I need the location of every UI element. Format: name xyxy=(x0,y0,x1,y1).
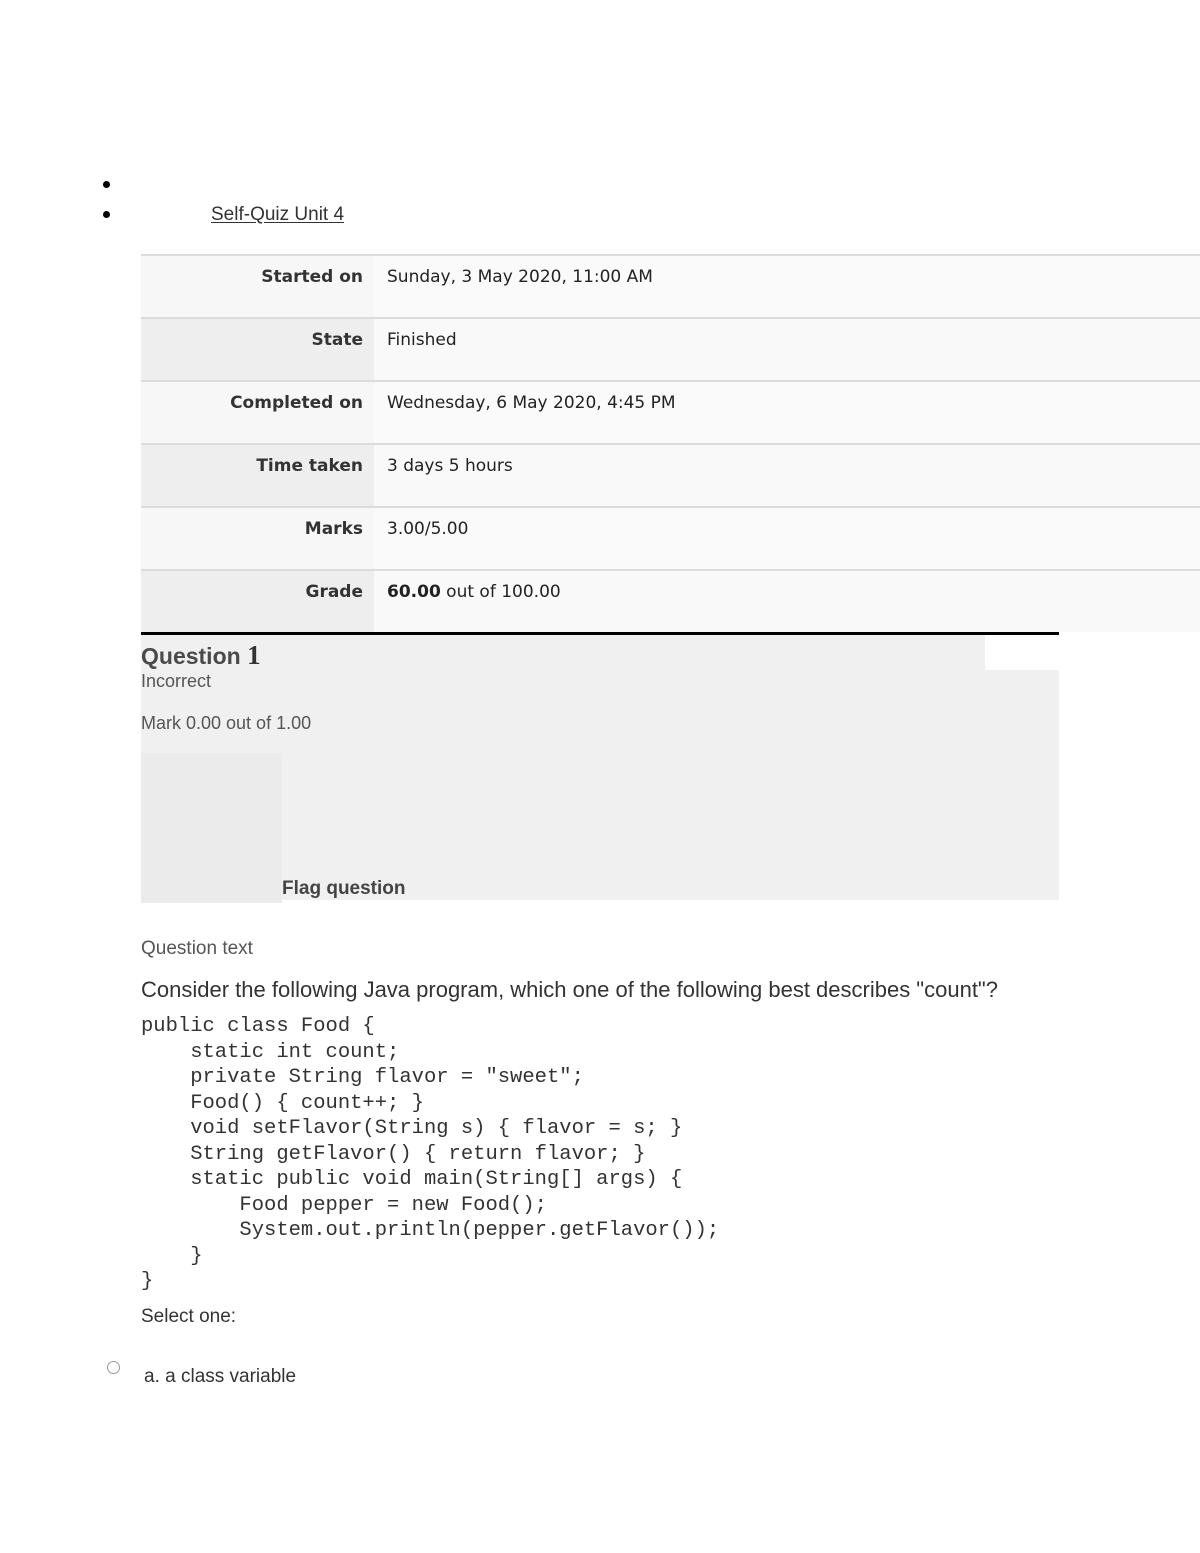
summary-row-grade xyxy=(141,571,1200,632)
grade-score: 60.00 xyxy=(387,582,441,602)
summary-label: Time taken xyxy=(141,445,374,506)
option-a-label[interactable]: a. a class variable xyxy=(144,1366,297,1387)
list-bullet xyxy=(103,181,110,188)
summary-label: Grade xyxy=(141,571,374,632)
question-mark: Mark 0.00 out of 1.00 xyxy=(141,713,312,733)
list-bullet xyxy=(103,211,110,218)
question-title: Question 1 xyxy=(141,640,261,670)
option-a-radio[interactable] xyxy=(107,1361,120,1374)
summary-value: Finished xyxy=(374,319,1200,380)
summary-label: Completed on xyxy=(141,382,374,443)
summary-value xyxy=(374,571,1200,632)
attempt-summary-table xyxy=(141,254,1200,632)
summary-value: Sunday, 3 May 2020, 11:00 AM xyxy=(374,256,1200,317)
question-text-label: Question text xyxy=(141,938,253,959)
question-number: 1 xyxy=(247,640,261,670)
summary-label: State xyxy=(141,319,374,380)
summary-value: Wednesday, 6 May 2020, 4:45 PM xyxy=(374,382,1200,443)
summary-value: 3.00/5.00 xyxy=(374,508,1200,569)
summary-value: 3 days 5 hours xyxy=(374,445,1200,506)
summary-label: Started on xyxy=(141,256,374,317)
summary-row-time-taken xyxy=(141,445,1200,508)
summary-label: Marks xyxy=(141,508,374,569)
summary-row-marks xyxy=(141,508,1200,571)
question-state: Incorrect xyxy=(141,671,212,691)
summary-row-state xyxy=(141,319,1200,382)
question-text: Consider the following Java program, which one of the following best describes "count"? xyxy=(141,977,998,1002)
select-one-prompt: Select one: xyxy=(141,1306,237,1327)
summary-row-started-on xyxy=(141,256,1200,319)
flag-question-link[interactable]: Flag question xyxy=(282,878,406,899)
code-snippet: public class Food { static int count; private String flavor = "sweet"; Food() { count++; } void setFlavor(String s) { flavor = s; } String getFlavor() { return flavor; } static public void main(String[] args) { Food pepper = new Food(); System.out.println(pepper.getFlavor()); } } xyxy=(141,1015,720,1293)
summary-row-completed-on xyxy=(141,382,1200,445)
quiz-title-link[interactable]: Self-Quiz Unit 4 xyxy=(211,204,345,225)
grade-out-of: out of 100.00 xyxy=(440,582,561,602)
question-info-box xyxy=(141,632,1059,900)
